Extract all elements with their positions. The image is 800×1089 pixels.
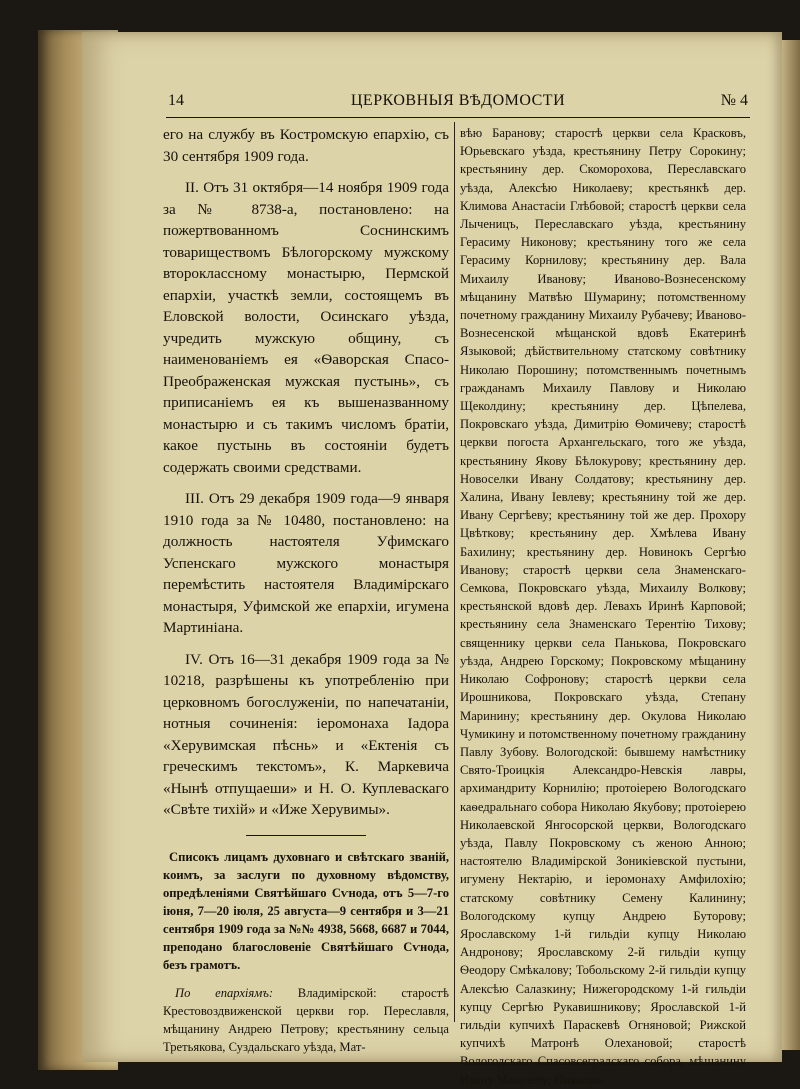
blessing-list-text: вѣю Баранову; старостѣ церкви села Красковъ, Юрьевскаго уѣзда, крестьянину Петру Сорокину; крестьянину дер. Скоморохова, Переславскаго уѣзда, Алексѣю Николаеву; крестьянкѣ дер. Климова Анастасіи Глѣбовой; старостѣ церкви села Лыченицъ, Переславскаго уѣзда, крестьянину Герасиму Никонову; крестьянину того же села Герасиму Корнилову; крестьянину дер. Вала Михаилу Иванову; Иваново-Вознесенскому мѣщанину Матвѣю Шумарину; потомственному почетному гражданину Михаилу Рубачеву; Иваново-Вознесенской мѣщанской вдовѣ Екатеринѣ Языковой; дѣйствительному статскому совѣтнику Николаю Порошину; потомственнымъ почетнымъ гражданамъ Михаилу Павлову и Николаю Щеколдину; крестьянину дер. Цѣпелева, Покровскаго уѣзда, Димитрію Ѳомичеву; старостѣ церкви погоста Архангельскаго, того же уѣзда, крестьянину Якову Бѣлокурову; крестьянину дер. Новоселки Ивану Солдатову; крестьянину дер. Халина, Ивану Іевлеву; крестьянину той же дер. Ивану Сергѣеву; крестьянину той же дер. Прохору Цвѣткову; крестьянину дер. Хмѣлева Ивану Бахилину; крестьянину дер. Новинокъ Сергѣю Иванову; старостѣ церкви села Знаменскаго-Семкова, Покровскаго уѣзда, Михаилу Волкову; крестьянской вдовѣ дер. Левахъ Иринѣ Карповой; крестьянину села Знаменскаго Терентію Тихову; священнику церкви села Панькова, Покровскаго уѣзда, Андрею Горскому; Покровскому мѣщанину Николаю Софронову; старостѣ церкви села Ирошникова, Покровскаго уѣзда, Степану Маринину; крестьянину дер. Окулова Николаю Чумикину и потомственному почетному гражданину Павлу Зубову. Вологодской: бывшему намѣстнику Свято-Троицкія Александро-Невскія лавры, архимандриту Корнилію; протоіерею Вологодскаго каѳедральнаго собора Николаю Якубову; протоіерею Николаевской Янгосорской церкви, Вологодскаго уѣзда, Павлу Покровскому съ женою Анною; настоятелю Владимірской Зоникіевской пустыни, игумену Нектарію, и іеромонаху Амфилохію; статскому совѣтнику Семену Калинину; Вологодскому купцу Андрею Буторову; Ярославскому 1-й гильдіи купцу Николаю Андронову; Ярославскому 2-й гильдіи купцу Ѳеодору Смѣкалову; Тобольскому 2-й гильдіи купцу Алексѣю Салазкину; Нижегородскому 1-й гильдіи купцу Сергѣю Рукавишникову; Ярославской 1-й гильдіи купчихѣ Параскевѣ Огняновой; Рижской купчихѣ Матронѣ Олехановой; старостѣ Вологодскаго Спасовсеградскаго собора, мѣщанину Ивану Мазалеву; Николаю xyxy=(460,126,746,1087)
journal-title: ЦЕРКОВНЫЯ ВѢДОМОСТИ xyxy=(350,92,566,109)
section-separator xyxy=(246,835,366,836)
left-column xyxy=(163,124,449,1056)
list-intro-label: По епархіямъ: xyxy=(175,985,274,1000)
paragraph-decree-2: II. Отъ 31 октября—14 ноября 1909 года за № 8738-а, постановлено: на пожертвованномъ Соснинскимъ товариществомъ Бѣлогорскому мужскому второклассному монастырю, Пермской епархіи, участкѣ земли, состоящемъ въ Еловской волости, Осинскаго уѣзда, учредить мужскую общину, съ наименованіемъ ея «Ѳаворская Спасо-Преображенская мужская пустынь», съ приписаніемъ ея къ вышеназванному монастырю и съ такимъ числомъ братіи, какое пустынь въ состояніи будетъ содержать своими средствами. xyxy=(163,179,449,476)
paragraph-continuation: его на службу въ Костромскую епархію, съ 30 сентября 1909 года. xyxy=(163,126,449,165)
paragraph-decree-3: III. Отъ 29 декабря 1909 года—9 января 1910 года за № 10480, постановлено: на должность настоятеля Уфимскаго Успенскаго мужского монастыря перемѣстить настоятеля Владимірскаго монастыря, Уфимской же епархіи, игумена Мартиніана. xyxy=(163,490,449,636)
book-right-edge xyxy=(782,40,800,1050)
list-intro xyxy=(163,984,449,1056)
paragraph-decree-4: IV. Отъ 16—31 декабря 1909 года за № 10218, разрѣшены къ употребленію при церковномъ богослуженіи, по напечатаніи, нотныя сочиненія: іеромонаха Іадора «Херувимская пѣснь» и «Ектенія съ греческимъ текстомъ», К. Маркевича «Нынѣ отпущаеши» и Н. О. Куплеваскаго «Свѣте тихій» и «Иже Херувимы». xyxy=(163,650,449,818)
list-intro-text: Владимірской: старостѣ Крестовоздвиженской церкви гор. Переславля, мѣщанину Андрею Петрову; крестьянину сельца Третьякова, Суздальскаго уѣзда, Мат- xyxy=(163,985,449,1054)
issue-number: № 4 xyxy=(720,92,748,109)
page-number: 14 xyxy=(168,92,184,109)
column-divider xyxy=(454,122,455,1022)
list-heading: Списокъ лицамъ духовнаго и свѣтскаго званій, коимъ, за заслуги по духовному вѣдомству, опредѣленіями Святѣйшаго Сѵнода, отъ 5—7-го іюня, 7—20 іюля, 25 августа—9 сентября и 3—21 сентября 1909 года за №№ 4938, 5668, 6687 и 7044, преподано благословеніе Святѣйшаго Сѵнода, безъ грамотъ. xyxy=(163,849,449,972)
header-rule xyxy=(166,117,750,118)
right-column xyxy=(460,124,746,1089)
running-header xyxy=(168,92,748,114)
